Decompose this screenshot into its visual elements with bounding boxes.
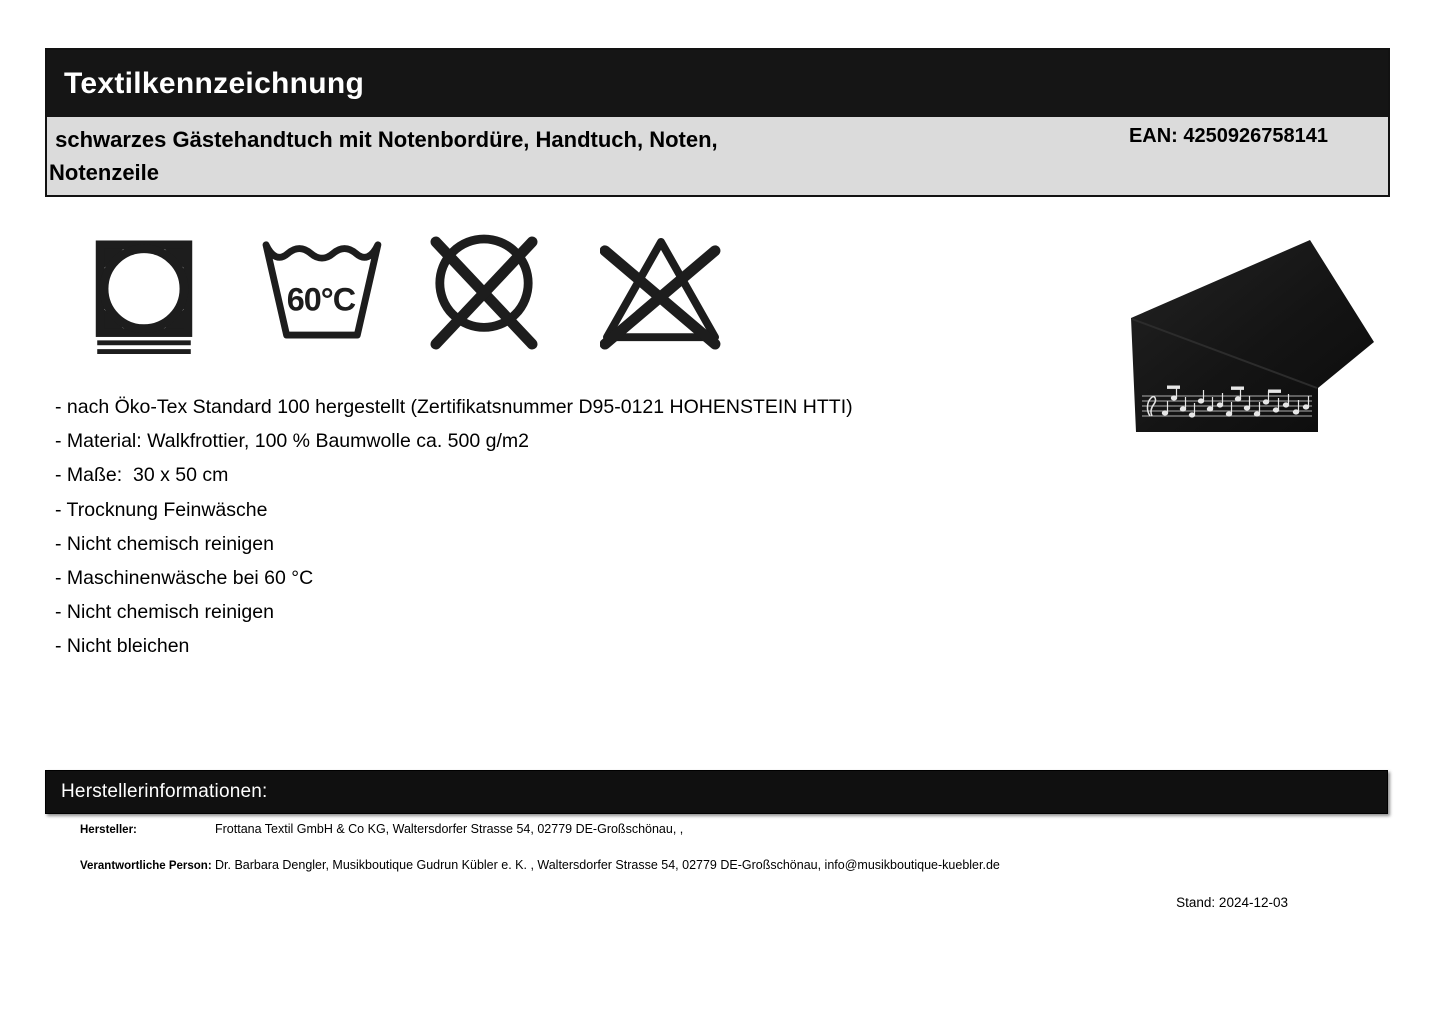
product-name-line1: schwarzes Gästehandtuch mit Notenbordüre, Handtuch, Noten, bbox=[49, 127, 718, 152]
manufacturer-value: Frottana Textil GmbH & Co KG, Waltersdorfer Strasse 54, 02779 DE-Großschönau, , bbox=[215, 822, 684, 836]
do-not-dry-clean-icon bbox=[430, 234, 538, 352]
care-notes-list bbox=[55, 390, 853, 664]
care-note-item: - Nicht chemisch reinigen bbox=[55, 532, 274, 555]
responsible-person-row bbox=[80, 858, 1000, 872]
title-bar bbox=[47, 50, 1388, 117]
responsible-person-value: Dr. Barbara Dengler, Musikboutique Gudrun Kübler e. K. , Waltersdorfer Strasse 54, 02779 DE-Großschönau, info@musikboutique-kuebler.de bbox=[215, 858, 1000, 872]
header-block bbox=[45, 48, 1390, 197]
manufacturer-row bbox=[80, 822, 683, 836]
product-subtitle-bar bbox=[47, 117, 1388, 195]
care-note-item: - Nicht bleichen bbox=[55, 635, 190, 658]
responsible-person-label: Verantwortliche Person: bbox=[80, 860, 212, 872]
manufacturer-section-title: Herstellerinformationen: bbox=[61, 781, 268, 802]
manufacturer-label: Hersteller: bbox=[80, 824, 137, 836]
manufacturer-section-bar bbox=[45, 770, 1388, 814]
care-note-item: - nach Öko-Tex Standard 100 hergestellt (Zertifikatsnummer D95-0121 HOHENSTEIN HTTI) bbox=[55, 396, 853, 418]
machine-wash-60-icon bbox=[255, 238, 383, 341]
ean-label: EAN: 4250926758141 bbox=[1128, 125, 1328, 147]
product-photo-towel bbox=[1120, 230, 1390, 440]
date-stamp: Stand: 2024-12-03 bbox=[1176, 895, 1288, 910]
wash-temperature-label: 60°C bbox=[286, 281, 356, 318]
product-name-line2: Notenzeile bbox=[49, 160, 160, 185]
care-note-item: - Trocknung Feinwäsche bbox=[55, 498, 268, 521]
page-title: Textilkennzeichnung bbox=[64, 66, 365, 100]
care-note-item: - Maschinenwäsche bei 60 °C bbox=[55, 567, 314, 590]
care-note-item: - Nicht chemisch reinigen bbox=[55, 601, 274, 624]
care-note-item: - Maße: 30 x 50 cm bbox=[55, 464, 229, 487]
care-note-item: - Material: Walkfrottier, 100 % Baumwolle ca. 500 g/m2 bbox=[55, 430, 529, 453]
tumble-dry-gentle-icon bbox=[95, 240, 193, 354]
do-not-bleach-icon bbox=[600, 236, 722, 350]
